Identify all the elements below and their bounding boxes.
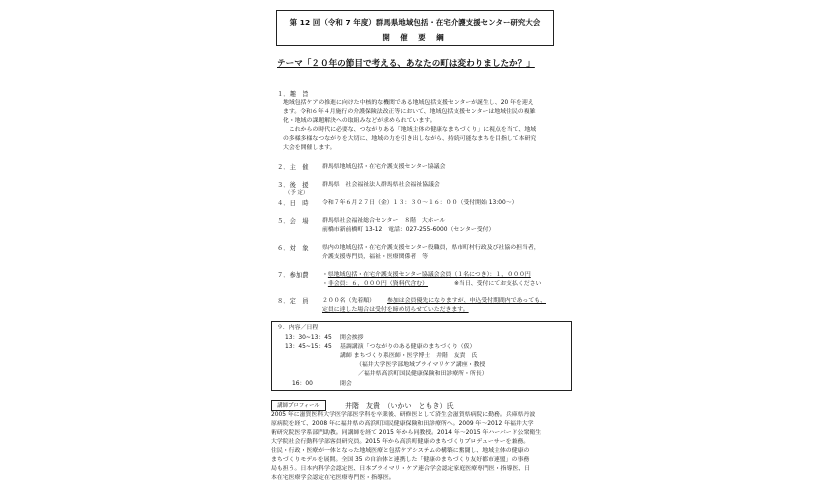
purpose-line: ます。令和６年４月施行の介護保険法改正等において、地域包括支援センターは地域住民の複雑	[283, 109, 536, 115]
profile-line: 本在宅医療学会認定在宅医療専門医・指導医。	[271, 475, 395, 480]
theme-heading: テーマ「２０年の節目で考える、あなたの町は変わりましたか？」	[277, 59, 535, 69]
fee-bullet: ・	[322, 281, 328, 287]
profile-line: 住民・行政・医療が一体となった地域医療と包括ケアシステムの構築に奮闘し、地域主体の健康の	[271, 448, 530, 454]
target-line: 県内の地域包括・在宅介護支援センター役職員，県市町村行政及び社協の担当者，	[322, 245, 540, 251]
section-heading-organizer: ２．主 催	[277, 164, 309, 171]
lecturer-affiliation: ／福井県高浜町国民健康保険和田診療所・所長）	[358, 371, 488, 377]
profile-line: まちづくりモデルを展開。全国 35 の自治体と連携した「健康のまちづくり友好都市連盟」の事務	[271, 457, 530, 463]
fee-payment-note: ※当日、受付にてお支払ください	[454, 281, 542, 287]
schedule-time: 16：00	[292, 381, 313, 387]
datetime-value: 令和７年６月２７日（金）１３：３０～１６：００（受付開始 13:00～）	[322, 200, 518, 206]
venue-line: 群馬県社会福祉総合センター ８階 大ホール	[322, 218, 446, 224]
organizer-value: 群馬県地域包括・在宅介護支援センター協議会	[322, 164, 446, 170]
fee-line-nonmember	[322, 280, 428, 289]
section-heading-capacity: ８．定 員	[277, 298, 309, 305]
title-box	[276, 10, 554, 46]
purpose-line: 大会を開催します。	[283, 145, 336, 151]
purpose-line: の多様多様なつながりを大切に、地域の力を引き出しながら、持続可能なまちを目指して本研究	[283, 136, 537, 142]
capacity-note-line: 定員に達した場合は受付を締め切らせていただきます。	[322, 307, 469, 313]
schedule-time: 13：30~13：45	[285, 335, 332, 341]
schedule-time: 13：45~15：45	[285, 344, 332, 350]
capacity-note-line: 参加は会員優先になりますが、申込受付期間内であっても、	[387, 298, 546, 304]
fee-member-text: 県地域包括・在宅介護支援センター協議会会員（１名につき）：１，０００円	[327, 272, 531, 278]
profile-line: 原病院を経て、2008 年に福井県の高浜町国民健康保険和田診療所へ。2009 年～2012 年福井大学	[271, 421, 534, 427]
fee-nonmember-text: 非会員：６，０００円（資料代含む）	[327, 281, 429, 287]
lecturer-profile-tag: 講師プロフィール	[271, 400, 326, 411]
profile-line: 大学院社会行動科学部客員研究員。2015 年から高浜町健康のまちづくりプロデューサーを兼務。	[271, 439, 530, 445]
profile-line: 局も担う。日本内科学会認定医、日本プライマリ・ケア連合学会認定家庭医療専門医・指導医、日	[271, 466, 531, 472]
lecturer-name: 井階 友貴 （いかい ともき）氏	[345, 402, 454, 410]
lecturer-affiliation: （福井大学医学部地域プライマリケア講座・教授	[356, 362, 486, 368]
section-heading-venue: ５．会 場	[277, 218, 309, 225]
schedule-heading: ９．内容／日程	[277, 325, 319, 331]
purpose-line: これからの時代に必要な、つながりある「地域主体の健康なまちづくり」に視点を当て、地域	[283, 127, 537, 133]
venue-line: 前橋市新前橋町 13-12 電話：027-255-6000（センター受付）	[322, 227, 495, 233]
section-heading-sponsor: ３．後 援	[277, 182, 309, 189]
profile-line: 術研究院医学系部門助教。同講師を経て 2015 年から同教授。2014 年～2015 年ハーバード公衆衛生	[271, 430, 542, 436]
document-subtitle: 開 催 要 綱	[382, 33, 448, 42]
schedule-item: 開会挨拶	[340, 335, 364, 341]
fee-bullet: ・	[322, 272, 328, 278]
profile-line: 2005 年に滋賀医科大学医学部医学科を卒業後、研修医として済生会滋賀県病院に勤務。兵庫県丹波	[271, 412, 536, 418]
capacity-value: ２００名（先着順）	[322, 298, 376, 304]
schedule-item: 閉会	[340, 381, 352, 387]
section-heading-fee: ７．参加費	[277, 272, 309, 279]
section-heading-datetime: ４．日 時	[277, 200, 309, 207]
sponsor-note: （予 定）	[285, 190, 309, 196]
target-line: 介護支援専門員，福祉・医療関係者 等	[322, 254, 429, 260]
purpose-line: 化・地域の課題解決への取組みなどが求められています。	[283, 118, 436, 124]
sponsor-value: 群馬県 社会福祉法人群馬県社会福祉協議会	[322, 182, 440, 188]
document-title: 第 12 回（令和 7 年度）群馬県地域包括・在宅介護支援センター研究大会	[289, 18, 541, 27]
section-heading-purpose: １．趣 旨	[277, 91, 309, 98]
purpose-line: 地域包括ケアの推進に向けた中核的な機関である地域包括支援センターが誕生し、20 年を迎え	[283, 100, 534, 106]
schedule-item: 基調講演「つながりのある健康のまちづくり（仮）	[340, 344, 476, 350]
section-heading-target: ６．対 象	[277, 245, 309, 252]
lecturer-line: 講師 まちづくり系医師・医学博士 井階 友貴 氏	[340, 353, 478, 359]
fee-line-member	[322, 271, 531, 280]
